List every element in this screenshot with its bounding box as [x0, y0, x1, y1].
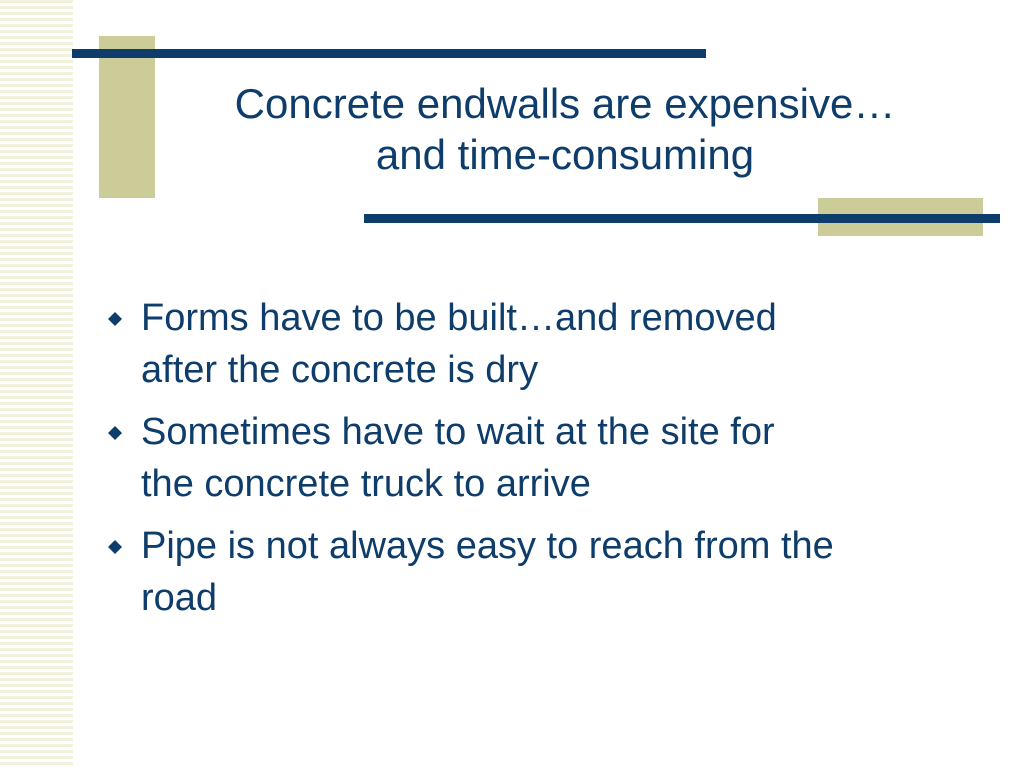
striped-margin-decoration	[0, 0, 73, 768]
bullet-list	[105, 292, 985, 634]
diamond-bullet-icon	[107, 425, 123, 441]
diamond-bullet-icon	[107, 539, 123, 555]
slide-title-line-2: and time-consuming	[375, 131, 755, 178]
bullet-text-line-1: Pipe is not always easy to reach from the	[141, 525, 834, 567]
bullet-item	[105, 520, 985, 624]
bullet-text-line-1: Forms have to be built…and removed	[141, 297, 777, 339]
bullet-text-line-1: Sometimes have to wait at the site for	[141, 411, 775, 453]
bullet-text-line-2: road	[141, 577, 218, 619]
bullet-item	[105, 292, 985, 396]
slide-title	[160, 78, 970, 180]
slide-title-line-1: Concrete endwalls are expensive…	[234, 80, 896, 127]
bullet-item	[105, 406, 985, 510]
title-rule-bottom	[364, 214, 1000, 223]
bullet-text-line-2: the concrete truck to arrive	[141, 463, 591, 505]
khaki-accent-block-left	[99, 36, 155, 198]
bullet-text-line-2: after the concrete is dry	[141, 349, 539, 391]
diamond-bullet-icon	[107, 311, 123, 327]
title-rule-top	[72, 49, 706, 58]
